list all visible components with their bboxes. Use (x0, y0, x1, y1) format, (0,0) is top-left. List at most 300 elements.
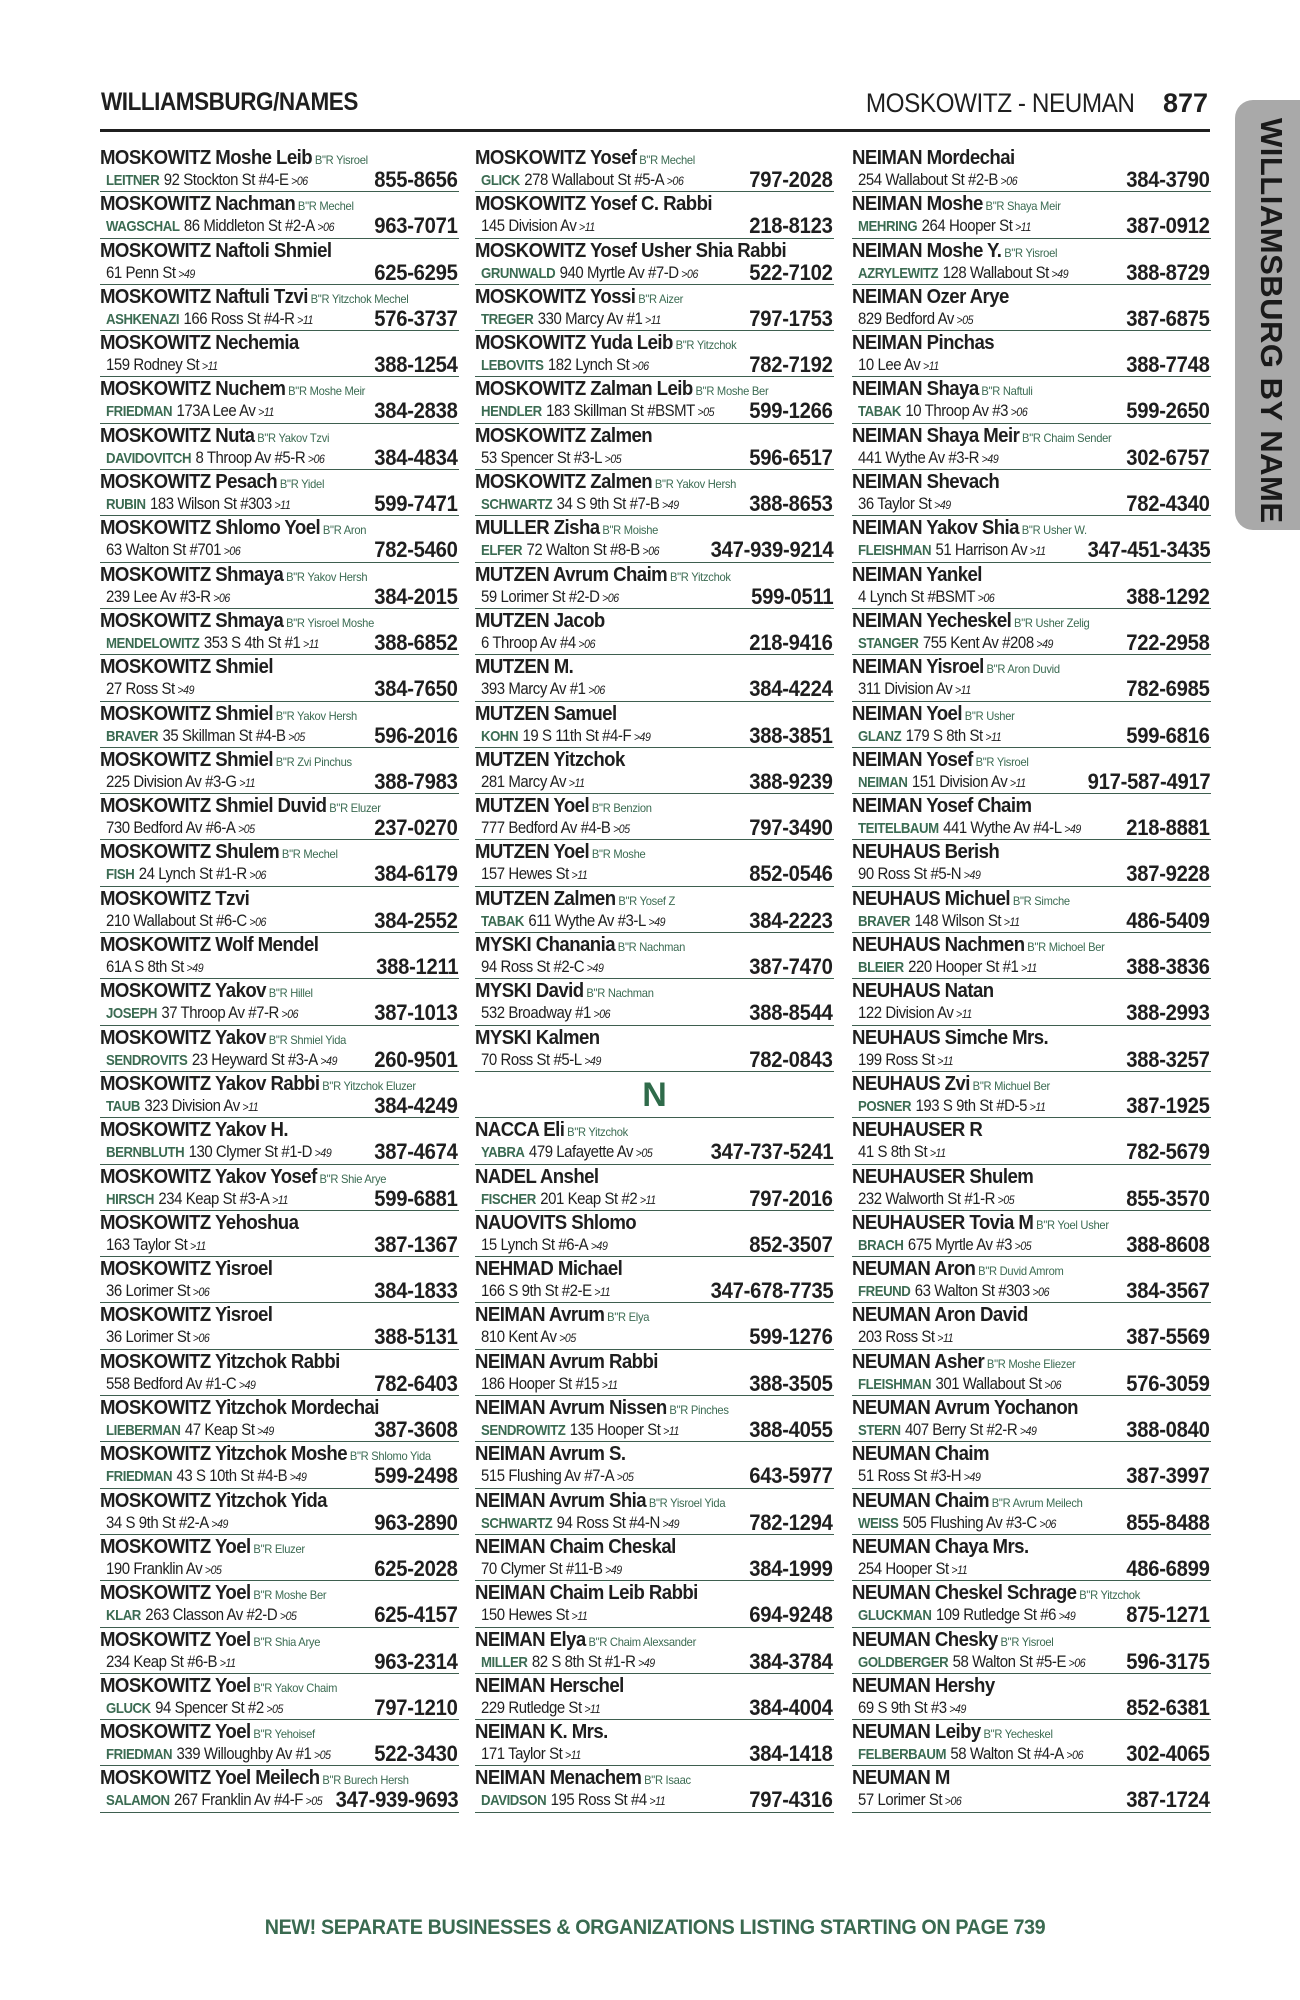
maiden-name: STERN (858, 1422, 901, 1440)
phone-number: 387-1013 (374, 1000, 458, 1026)
listing-entry (100, 1350, 459, 1396)
address: 94 Spencer St #2 (155, 1697, 264, 1717)
maiden-name: BRAVER (858, 912, 911, 930)
phone-number: 387-5569 (1126, 1324, 1210, 1350)
listing-entry (852, 1211, 1211, 1257)
phone-number: 599-7471 (374, 491, 458, 517)
address: 829 Bedford Av (858, 308, 954, 328)
listing-name: NEUHAUS Berish (852, 841, 1000, 864)
address: 58 Walton St #5-E (952, 1651, 1066, 1671)
phone-number: 302-6757 (1126, 444, 1210, 470)
listing-name: MOSKOWITZ Yakov (100, 980, 266, 1003)
address: 122 Division Av (858, 1003, 954, 1023)
phone-number: 599-6881 (374, 1185, 458, 1211)
address: 57 Lorimer St (858, 1790, 943, 1810)
address: 94 Ross St #4-N (556, 1512, 660, 1532)
listing-entry (475, 748, 834, 794)
zip-zone: >49 (662, 1516, 680, 1531)
father-name: B"R Yitzchok Mechel (310, 291, 409, 306)
phone-number: 963-2314 (374, 1648, 458, 1674)
listing-entry (100, 516, 459, 562)
phone-number: 387-4674 (374, 1139, 458, 1165)
phone-number: 388-1292 (1126, 583, 1210, 609)
listing-entry (852, 748, 1211, 794)
phone-number: 797-4316 (749, 1787, 833, 1813)
listing-entry (852, 1396, 1211, 1442)
father-name: B"R Usher (964, 708, 1015, 723)
phone-number: 384-3784 (749, 1648, 833, 1674)
listing-name: MOSKOWITZ Yakov (100, 1026, 266, 1049)
zip-zone: >49 (586, 961, 604, 976)
zip-zone: >11 (1029, 1099, 1046, 1114)
address: 130 Clymer St #1-D (188, 1142, 313, 1162)
father-name: B"R Moshe (591, 847, 646, 862)
phone-number: 384-6179 (374, 861, 458, 887)
father-name: B"R Elya (607, 1310, 650, 1325)
zip-zone: >11 (985, 729, 1002, 744)
zip-zone: >06 (593, 1007, 611, 1022)
zip-zone: >05 (613, 822, 630, 837)
zip-zone: >11 (663, 1424, 679, 1439)
phone-number: 855-3570 (1126, 1185, 1210, 1211)
listing-name: NEUHAUS Natan (852, 980, 994, 1003)
father-name: B"R Moshe Meir (288, 384, 366, 399)
father-name: B"R Yakov Hersh (654, 477, 737, 492)
phone-number: 797-2016 (749, 1185, 833, 1211)
maiden-name: MILLER (481, 1653, 528, 1671)
phone-number: 852-0546 (749, 861, 833, 887)
listing-name: MUTZEN Yoel (475, 795, 590, 818)
listing-entry (475, 516, 834, 562)
address: 264 Hooper St (921, 216, 1013, 236)
phone-number: 218-8123 (749, 213, 833, 239)
listing-entry (475, 840, 834, 886)
phone-number: 347-939-9693 (335, 1787, 458, 1813)
father-name: B"R Yitzchok (1079, 1588, 1141, 1603)
phone-number: 302-4065 (1126, 1741, 1210, 1767)
phone-number: 384-4004 (749, 1694, 833, 1720)
address: 41 S 8th St (858, 1142, 928, 1162)
listing-entry (100, 563, 459, 609)
address: 234 Keap St #6-B (106, 1651, 218, 1671)
listing-entry (100, 840, 459, 886)
listing-name: NEIMAN Avrum (475, 1304, 605, 1327)
phone-number: 625-4157 (374, 1602, 458, 1628)
listing-entry (852, 1720, 1211, 1766)
address: 479 Lafayette Av (528, 1142, 634, 1162)
listing-name: MULLER Zisha (475, 517, 600, 540)
listing-name: MUTZEN Samuel (475, 702, 617, 725)
listing-name: MOSKOWITZ Yosef Usher Shia Rabbi (475, 239, 787, 262)
listing-entry (100, 146, 459, 192)
zip-zone: >49 (1064, 822, 1081, 837)
maiden-name: DAVIDOVITCH (106, 449, 192, 467)
listing-name: MUTZEN M. (475, 656, 574, 679)
listing-name: NEIMAN Yecheskel (852, 609, 1012, 632)
zip-zone: >06 (281, 1007, 299, 1022)
listing-name: NEUMAN Aron (852, 1258, 976, 1281)
listing-entry (100, 470, 459, 516)
phone-number: 387-7470 (749, 954, 833, 980)
address: 515 Flushing Av #7-A (481, 1466, 615, 1486)
zip-zone: >49 (186, 961, 204, 976)
listing-entry (852, 1628, 1211, 1674)
phone-number: 855-8488 (1126, 1509, 1210, 1535)
address: 810 Kent Av (481, 1327, 557, 1347)
phone-number: 694-9248 (749, 1602, 833, 1628)
father-name: B"R Yoel Usher (1036, 1217, 1109, 1232)
address: 229 Rutledge St (481, 1697, 582, 1717)
zip-zone: >05 (604, 451, 622, 466)
address: 940 Myrtle Av #7-D (559, 262, 679, 282)
column-3 (852, 146, 1211, 1813)
maiden-name: FRIEDMAN (106, 403, 173, 421)
address: 94 Ross St #2-C (481, 957, 585, 977)
address: 755 Kent Av #208 (922, 632, 1034, 652)
listing-name: MOSKOWITZ Zalman Leib (475, 378, 693, 401)
father-name: B"R Yakov Chaim (253, 1680, 338, 1695)
listing-entry (852, 1581, 1211, 1627)
zip-zone: >49 (648, 914, 666, 929)
phone-number: 218-9416 (749, 629, 833, 655)
address: 82 S 8th St #1-R (531, 1651, 636, 1671)
address: 69 S 9th St #3 (858, 1697, 947, 1717)
zip-zone: >49 (590, 1238, 608, 1253)
listing-name: MOSKOWITZ Shlomo Yoel (100, 517, 321, 540)
listing-entry (100, 609, 459, 655)
zip-zone: >49 (211, 1516, 228, 1531)
father-name: B"R Yakov Hersh (275, 708, 357, 723)
listing-entry (852, 516, 1211, 562)
listing-entry (852, 1303, 1211, 1349)
listing-name: MOSKOWITZ Yisroel (100, 1258, 273, 1281)
listing-entry (100, 702, 459, 748)
listing-entry (852, 1257, 1211, 1303)
phone-number: 782-0843 (749, 1046, 833, 1072)
listing-name: NEUMAN M (852, 1767, 950, 1790)
listing-name: MOSKOWITZ Nechemia (100, 332, 299, 355)
listing-entry (852, 1442, 1211, 1488)
zip-zone: >06 (666, 174, 684, 188)
zip-zone: >06 (317, 220, 335, 235)
listing-entry (475, 1165, 834, 1211)
zip-zone: >11 (201, 359, 218, 374)
listing-name: MOSKOWITZ Naftoli Shmiel (100, 239, 332, 262)
address: 278 Wallabout St #5-A (524, 170, 665, 189)
address: 135 Hooper St (569, 1420, 661, 1440)
address: 34 S 9th St #2-A (106, 1512, 209, 1532)
listing-name: MOSKOWITZ Shmiel (100, 656, 273, 679)
listing-name: NEUHAUS Michuel (852, 887, 1011, 910)
zip-zone: >06 (1010, 405, 1028, 420)
maiden-name: FRIEDMAN (106, 1468, 173, 1486)
listing-entry (475, 979, 834, 1025)
listing-name: MOSKOWITZ Shmiel Duvid (100, 795, 327, 818)
phone-number: 218-8881 (1126, 815, 1210, 841)
listing-entry (475, 1211, 834, 1257)
phone-number: 576-3059 (1126, 1370, 1210, 1396)
father-name: B"R Nachman (617, 940, 686, 955)
listing-name: MOSKOWITZ Yitzchok Yida (100, 1489, 327, 1512)
zip-zone: >06 (588, 683, 605, 698)
zip-zone: >11 (571, 868, 588, 883)
zip-zone: >05 (697, 405, 715, 420)
phone-number: 782-7192 (749, 352, 833, 378)
address: 441 Wythe Av #4-L (943, 818, 1062, 838)
listing-entry (100, 1581, 459, 1627)
address: 35 Skillman St #4-B (162, 725, 286, 745)
listing-name: NEUHAUS Zvi (852, 1072, 970, 1095)
listing-name: NEIMAN Avrum Rabbi (475, 1350, 658, 1373)
zip-zone: >49 (1019, 1424, 1037, 1439)
listing-entry (100, 1628, 459, 1674)
listing-name: NEHMAD Michael (475, 1258, 623, 1281)
address: 36 Taylor St (858, 494, 932, 514)
listing-entry (475, 377, 834, 423)
listing-name: MYSKI David (475, 980, 584, 1003)
listing-name: NEUHAUSER R (852, 1119, 983, 1142)
listing-name: NEIMAN Chaim Leib Rabbi (475, 1582, 698, 1605)
zip-zone: >11 (1029, 544, 1046, 559)
maiden-name: TREGER (481, 310, 534, 328)
maiden-name: LEITNER (106, 172, 160, 189)
maiden-name: SENDROVITS (106, 1051, 188, 1069)
father-name: B"R Yitzchok Eluzer (322, 1078, 416, 1093)
listing-entry (852, 470, 1211, 516)
page-header-right (836, 88, 1208, 119)
zip-zone: >49 (178, 266, 195, 281)
father-name: B"R Naftuli (981, 384, 1033, 399)
listing-name: MOSKOWITZ Yitzchok Mordechai (100, 1397, 379, 1420)
zip-zone: >05 (288, 729, 305, 744)
zip-zone: >05 (204, 1562, 222, 1577)
address: 777 Bedford Av #4-B (481, 818, 611, 838)
listing-name: NEIMAN Herschel (475, 1674, 624, 1697)
address: 27 Ross St (106, 679, 175, 699)
zip-zone: >49 (638, 1655, 655, 1670)
maiden-name: SALAMON (106, 1792, 170, 1810)
phone-number: 237-0270 (374, 815, 458, 841)
listing-name: MOSKOWITZ Wolf Mendel (100, 934, 319, 957)
father-name: B"R Yitzchok (669, 569, 731, 584)
address: 193 S 9th St #D-5 (915, 1095, 1027, 1115)
maiden-name: MEHRING (858, 218, 918, 236)
listing-entry (475, 1026, 834, 1072)
listing-entry (475, 1350, 834, 1396)
listing-entry (100, 748, 459, 794)
address: 301 Wallabout St (935, 1373, 1042, 1393)
address: 159 Rodney St (106, 355, 200, 375)
listing-entry (475, 1489, 834, 1535)
listing-name: MOSKOWITZ Yoel Meilech (100, 1767, 320, 1790)
zip-zone: >49 (584, 1053, 601, 1068)
listing-entry (475, 1720, 834, 1766)
phone-number: 384-2552 (374, 907, 458, 933)
maiden-name: SENDROWITZ (481, 1422, 566, 1440)
address: 128 Wallabout St (942, 262, 1049, 282)
zip-zone: >11 (956, 1007, 972, 1022)
maiden-name: POSNER (858, 1097, 912, 1115)
phone-number: 782-6403 (374, 1370, 458, 1396)
phone-number: 625-2028 (374, 1555, 458, 1581)
address: 267 Franklin Av #4-F (174, 1790, 304, 1810)
maiden-name: SCHWARTZ (481, 1514, 553, 1532)
listing-name: NEUMAN Chesky (852, 1628, 998, 1651)
phone-number: 782-6985 (1126, 676, 1210, 702)
phone-number: 596-6517 (749, 444, 833, 470)
listing-entry (100, 1118, 459, 1164)
zip-zone: >05 (1014, 1238, 1032, 1253)
address: 86 Middleton St #2-A (183, 216, 315, 236)
listing-entry (852, 146, 1211, 192)
zip-zone: >49 (963, 868, 981, 883)
phone-number: 388-6852 (374, 629, 458, 655)
listing-name: MOSKOWITZ Nachman (100, 193, 296, 216)
address: 166 Ross St #4-R (183, 308, 295, 328)
father-name: B"R Shaya Meir (985, 199, 1061, 214)
maiden-name: HIRSCH (106, 1190, 154, 1208)
listing-entry (852, 1489, 1211, 1535)
listing-name: MOSKOWITZ Yosef (475, 147, 637, 169)
listing-name: NEUMAN Chaim (852, 1443, 989, 1466)
listing-name: NEIMAN Pinchas (852, 332, 995, 355)
father-name: B"R Moishe (602, 523, 659, 538)
listing-entry (100, 1766, 459, 1812)
father-name: B"R Aron Duvid (986, 662, 1060, 677)
listing-entry (852, 794, 1211, 840)
phone-number: 387-3608 (374, 1417, 458, 1443)
address: 195 Ross St #4 (550, 1790, 647, 1810)
listing-entry (100, 794, 459, 840)
maiden-name: STANGER (858, 634, 919, 652)
section-title: WILLIAMSBURG/NAMES (101, 88, 358, 116)
phone-number: 388-7748 (1126, 352, 1210, 378)
address: 730 Bedford Av #6-A (106, 818, 236, 838)
address: 323 Division Av (144, 1095, 240, 1115)
maiden-name: FELBERBAUM (858, 1746, 946, 1764)
listing-entry (100, 1674, 459, 1720)
listing-name: MOSKOWITZ Yitzchok Rabbi (100, 1350, 340, 1373)
zip-zone: >11 (1009, 775, 1026, 790)
phone-number: 384-1999 (749, 1555, 833, 1581)
maiden-name: BLEIER (858, 959, 904, 977)
zip-zone: >49 (605, 1562, 622, 1577)
letter-section-header: N (475, 1072, 834, 1118)
zip-zone: >11 (189, 1238, 206, 1253)
phone-number: 387-1925 (1126, 1092, 1210, 1118)
address: 186 Hooper St #15 (481, 1373, 600, 1393)
phone-number: 576-3737 (374, 305, 458, 331)
zip-zone: >11 (1015, 220, 1031, 235)
listing-name: MYSKI Chanania (475, 934, 615, 957)
zip-zone: >49 (257, 1424, 274, 1439)
listing-name: MOSKOWITZ Zalmen (475, 424, 653, 447)
father-name: B"R Shmiel Yida (268, 1032, 347, 1047)
listing-name: NEUHAUS Nachmen (852, 934, 1025, 957)
maiden-name: JOSEPH (106, 1005, 157, 1023)
listing-name: MOSKOWITZ Zalmen (475, 471, 653, 494)
listing-entry (100, 1257, 459, 1303)
listing-name: MOSKOWITZ Yehoshua (100, 1211, 299, 1234)
address: 183 Skillman St #BSMT (546, 401, 695, 421)
listing-name: MOSKOWITZ Shmaya (100, 563, 284, 586)
zip-zone: >05 (266, 1701, 283, 1716)
address: 58 Walton St #4-A (950, 1744, 1064, 1764)
phone-number: 384-2223 (749, 907, 833, 933)
father-name: B"R Nachman (586, 986, 654, 1001)
listing-entry (475, 424, 834, 470)
zip-zone: >11 (579, 220, 595, 235)
listing-entry (475, 702, 834, 748)
address: 203 Ross St (858, 1327, 935, 1347)
father-name: B"R Yecheskel (983, 1727, 1053, 1742)
maiden-name: FISH (106, 866, 135, 884)
phone-number: 388-3851 (749, 722, 833, 748)
listing-name: MOSKOWITZ Yakov Rabbi (100, 1072, 320, 1095)
maiden-name: GLUCKMAN (858, 1607, 932, 1625)
address: 51 Ross St #3-H (858, 1466, 962, 1486)
maiden-name: GLANZ (858, 727, 902, 745)
father-name: B"R Yakov Hersh (286, 569, 368, 584)
maiden-name: YABRA (481, 1144, 525, 1162)
listing-name: NEUHAUS Simche Mrs. (852, 1026, 1049, 1049)
name-range: MOSKOWITZ - NEUMAN (866, 88, 1135, 118)
listing-name: NEIMAN Yakov Shia (852, 517, 1019, 540)
father-name: B"R Yidel (279, 477, 325, 492)
address: 330 Marcy Av #1 (537, 308, 643, 328)
listing-name: NAUOVITS Shlomo (475, 1211, 637, 1234)
zip-zone: >05 (635, 1146, 653, 1161)
zip-zone: >11 (568, 775, 585, 790)
phone-number: 347-451-3435 (1087, 537, 1210, 563)
zip-zone: >06 (1066, 1748, 1084, 1763)
father-name: B"R Yisroel (975, 754, 1029, 769)
listing-entry (852, 1072, 1211, 1118)
phone-number: 963-2890 (374, 1509, 458, 1535)
father-name: B"R Chaim Sender (1022, 430, 1112, 445)
listing-entry (475, 1628, 834, 1674)
phone-number: 797-3490 (749, 815, 833, 841)
listing-entry (475, 1581, 834, 1627)
listing-entry (852, 331, 1211, 377)
phone-number: 599-0511 (750, 583, 833, 609)
maiden-name: BRACH (858, 1236, 904, 1254)
listing-name: MOSKOWITZ Nuchem (100, 378, 286, 401)
phone-number: 486-5409 (1126, 907, 1210, 933)
zip-zone: >49 (289, 1470, 307, 1485)
listing-entry (100, 933, 459, 979)
maiden-name: MENDELOWITZ (106, 634, 200, 652)
father-name: B"R Shie Arye (319, 1171, 387, 1186)
maiden-name: FLEISHMAN (858, 1375, 932, 1393)
listing-entry (852, 239, 1211, 285)
maiden-name: KOHN (481, 727, 519, 745)
zip-zone: >06 (1032, 1285, 1050, 1300)
zip-zone: >11 (564, 1748, 581, 1763)
maiden-name: HENDLER (481, 403, 542, 421)
listing-name: MOSKOWITZ Shmaya (100, 609, 284, 632)
address: 4 Lynch St #BSMT (858, 586, 976, 606)
address: 43 S 10th St #4-B (176, 1466, 288, 1486)
listing-name: MYSKI Kalmen (475, 1026, 600, 1049)
address: 183 Wilson St #303 (150, 494, 272, 514)
zip-zone: >05 (559, 1331, 576, 1346)
listing-name: NEIMAN Yosef Chaim (852, 795, 1032, 818)
father-name: B"R Eluzer (253, 1541, 305, 1556)
listing-entry (475, 1535, 834, 1581)
address: 70 Clymer St #11-B (481, 1558, 603, 1578)
footer-notice: NEW! SEPARATE BUSINESSES & ORGANIZATIONS LISTING STARTING ON PAGE 739 (264, 1916, 1046, 1939)
